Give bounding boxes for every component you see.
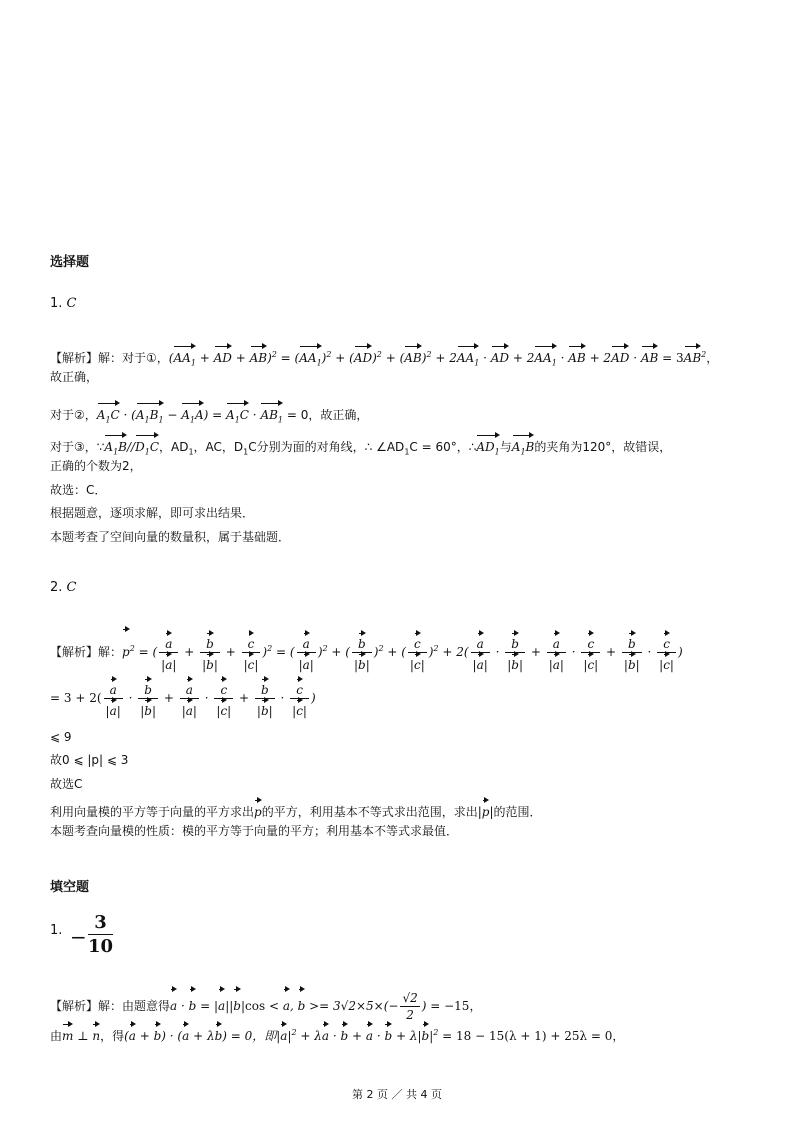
q2-line-1: 【解析】解：$p^2$ = ( $\frac{a}{|a|}$ + $\frac{b}{|b|}$ + $\frac{c}{|c|}$ )$^2$ = ( $\frac{a}{|a|}$ )$^2$ + ( $\frac{b}{|b|}$ )$^2$ + ( $\frac{c}{|c|}$ )$^2$ + 2( $\frac{a}{|a|}$ · $\frac{b}{|b|}$ + $\frac{a}{|a|}$ · $\frac{c}{|c|}$ + $\frac{b}{|b|}$ · $\frac{c}{|c|}$ ) bbox=[50, 628, 683, 673]
q2-line-3: ⩽ 9 bbox=[50, 730, 72, 744]
question-answer: C bbox=[66, 296, 77, 311]
section-title-fill: 填空题 bbox=[50, 880, 90, 895]
text: 对于②， bbox=[50, 408, 97, 422]
text: 对于①， bbox=[122, 351, 169, 365]
q1-line-4: 对于③，$\because A_1B//D_1C$，$AD_1$，AC，$D_1C$分别为面的对角线，∴ $\angle AD_1C = 60^\circ$，$\therefore AD_1$与$A_1B$的夹角为120°，故错误， bbox=[50, 434, 671, 461]
q1-line-2: 故正确， bbox=[50, 370, 99, 384]
question-label: 1. bbox=[50, 296, 63, 311]
text: C分别为面的对角线，∴ ∠AD bbox=[248, 440, 405, 454]
section-title-choice: 选择题 bbox=[50, 255, 90, 270]
text: = 3 bbox=[662, 351, 684, 365]
question-label: 2. bbox=[50, 580, 63, 595]
text: |的范围． bbox=[489, 805, 542, 819]
fill-1-answer-fraction bbox=[88, 912, 113, 959]
text: = 3 + 2( bbox=[50, 691, 102, 705]
q1-line-5: 正确的个数为2， bbox=[50, 459, 142, 473]
text: 利用向量模的平方等于向量的平方求出 bbox=[50, 805, 255, 819]
q2-line-4: 故0 ⩽ |p| ⩽ 3 bbox=[50, 753, 129, 767]
q2-line-6: 利用向量模的平方等于向量的平方求出p的平方，利用基本不等式求出范围，求出|p|的范围． bbox=[50, 799, 541, 821]
text: 由 bbox=[50, 1029, 63, 1043]
q2-line-5: 故选C bbox=[50, 777, 83, 791]
text: = 18 − 15(λ + 1) + 25λ = 0， bbox=[442, 1029, 625, 1043]
text: ，AC，D bbox=[193, 440, 244, 454]
fraction-denominator: 10 bbox=[88, 936, 114, 957]
analysis-label: 【解析】解： bbox=[50, 645, 123, 659]
q2-line-7: 本题考查向量模的性质：模的平方等于向量的平方；利用基本不等式求最值． bbox=[50, 824, 459, 838]
q1-line-1: 【解析】解：对于①，($AA_1$ + AD + $AB)^2 = (AA_1)^2 + (AD)^2 + (AB)^2 + 2AA_1$ · AD + $2AA_1$ · AB + 2AD · AB = $3AB^2$， bbox=[50, 345, 718, 372]
question-label: 1. bbox=[50, 923, 63, 938]
text: ， bbox=[706, 351, 719, 365]
q1-line-6: 故选：C． bbox=[50, 483, 107, 497]
q1-line-3: 对于②，$A_1C \cdot (A_1B_1 - A_1A) = A_1C \cdot AB_1 = 0$，故正确， bbox=[50, 402, 368, 429]
text: 的夹角为120°，故错误， bbox=[534, 440, 672, 454]
analysis-label: 【解析】解： bbox=[50, 351, 123, 365]
question-2-number bbox=[50, 580, 77, 595]
fill-1-number bbox=[50, 923, 62, 938]
page-footer: 第 2 页 ／ 共 4 页 bbox=[352, 1088, 442, 1101]
question-1-number bbox=[50, 296, 77, 311]
analysis-label: 【解析】解：由题意得 bbox=[50, 999, 171, 1013]
question-answer: C bbox=[66, 580, 77, 595]
fill-1-answer-sign: − bbox=[70, 925, 87, 949]
text: 的平方，利用基本不等式求出范围，求出| bbox=[261, 805, 482, 819]
q2-line-2: = 3 + 2( $\frac{a}{|a|}$ · $\frac{b}{|b|}$ + $\frac{a}{|a|}$ · $\frac{c}{|c|}$ + $\frac{b}{|b|}$ · $\frac{c}{|c|}$ ) bbox=[50, 678, 316, 719]
text: C = 60°，∴ bbox=[409, 440, 477, 454]
q1-line-7: 根据题意，逐项求解，即可求出结果． bbox=[50, 506, 255, 520]
fill-1-line-2: 由m ⊥ n，得(a + b) · (a + λb) = 0，即$|a|^2 + \lambda a \cdot b + a \cdot b + \lambda|b|^2 = 18 - 15(\lambda + 1) + 25\lambda = 0$， bbox=[50, 1023, 624, 1045]
text: 与 bbox=[499, 440, 512, 454]
fill-1-line-1: 【解析】解：由题意得a · b = |a||b|cos < a, b >= 3√2×5×(− $\frac{√2}{2}$ ) = −15， bbox=[50, 988, 481, 1023]
q1-line-8: 本题考查了空间向量的数量积，属于基础题． bbox=[50, 530, 291, 544]
text: 对于③，∵ bbox=[50, 440, 105, 454]
text: ，AD bbox=[159, 440, 189, 454]
text: = 0，故正确， bbox=[286, 408, 369, 422]
text: ，得 bbox=[100, 1029, 125, 1043]
fraction-numerator: 3 bbox=[88, 912, 113, 935]
text: = −15， bbox=[430, 999, 482, 1013]
